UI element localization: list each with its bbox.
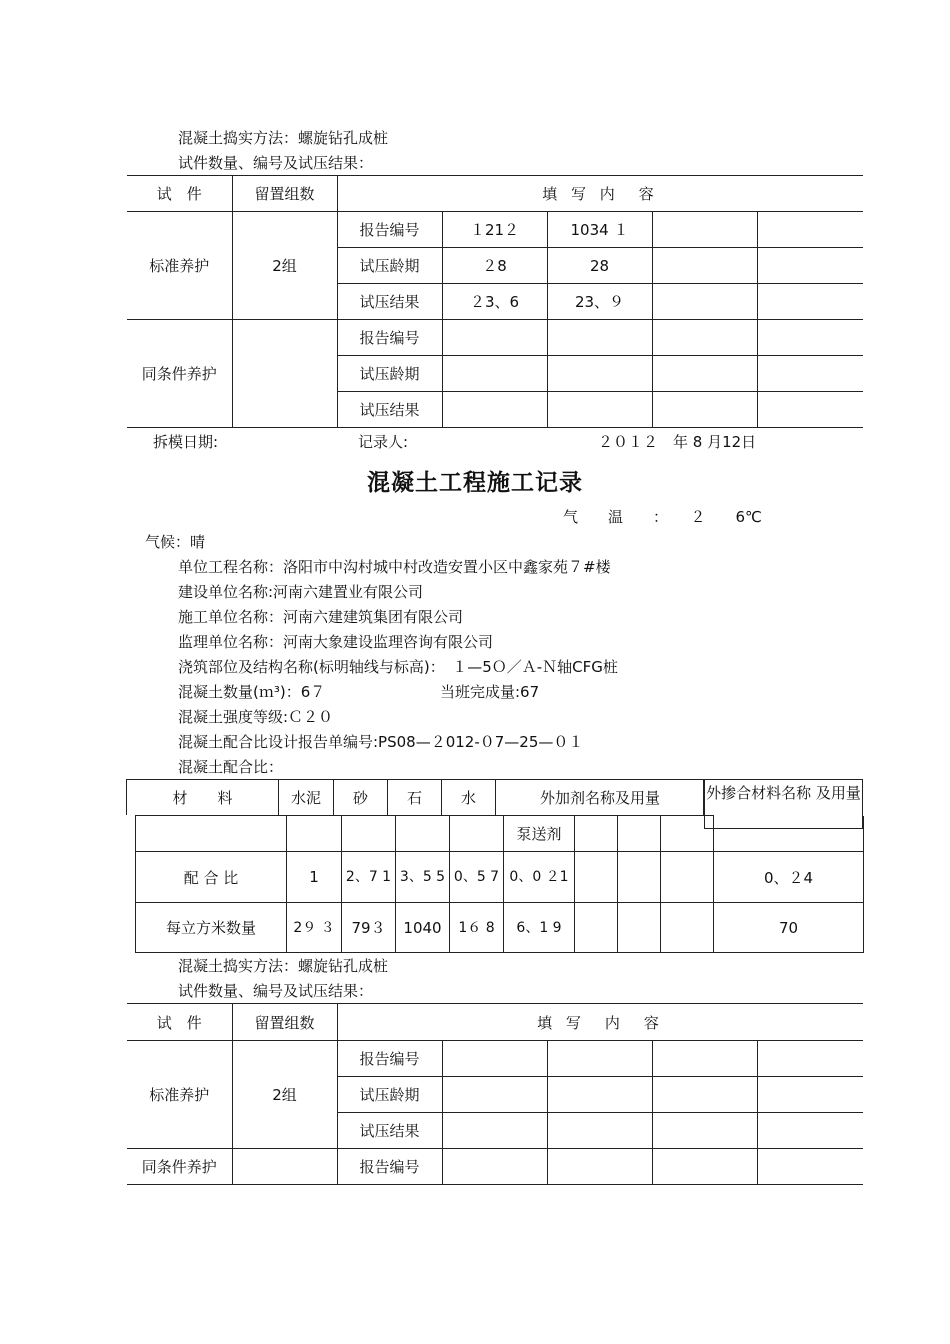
admixture-name: 泵送剂 bbox=[504, 816, 575, 852]
mix-header-water: 水 bbox=[442, 780, 496, 816]
empty-cell bbox=[652, 392, 757, 428]
empty-cell bbox=[757, 1041, 863, 1077]
row-result-label: 试压结果 bbox=[337, 284, 442, 320]
contractor-unit: 施工单位名称：河南六建建筑集团有限公司 bbox=[178, 608, 464, 626]
empty-cell bbox=[757, 1149, 863, 1185]
same-curing-label: 同条件养护 bbox=[127, 320, 232, 428]
row-report-label: 报告编号 bbox=[337, 212, 442, 248]
mix-report-number: 混凝土配合比设计报告单编号:PS08—２012-０7—25—０１ bbox=[178, 733, 584, 751]
per-m3-label: 每立方米数量 bbox=[136, 903, 287, 953]
empty-cell bbox=[575, 852, 618, 903]
per-m3-admixture: 6、1 9 bbox=[504, 903, 575, 953]
empty-cell bbox=[618, 816, 661, 852]
standard-groups: 2组 bbox=[232, 1041, 337, 1149]
empty-cell bbox=[442, 1113, 547, 1149]
same-groups bbox=[232, 320, 337, 428]
empty-cell bbox=[342, 816, 396, 852]
empty-cell bbox=[547, 320, 652, 356]
empty-cell bbox=[714, 816, 864, 852]
compaction-method: 混凝土捣实方法：螺旋钻孔成桩 bbox=[178, 129, 389, 147]
empty-cell bbox=[547, 1077, 652, 1113]
empty-cell bbox=[757, 1077, 863, 1113]
empty-cell bbox=[396, 816, 450, 852]
ratio-water: 0、5 7 bbox=[450, 852, 504, 903]
recorder-label: 记录人: bbox=[358, 433, 409, 451]
same-groups bbox=[232, 1149, 337, 1185]
empty-cell bbox=[661, 816, 714, 852]
mix-heading: 混凝土配合比： bbox=[178, 758, 284, 776]
empty-cell bbox=[442, 1077, 547, 1113]
page-title: 混凝土工程施工记录 bbox=[367, 470, 583, 496]
report-value: １21２ bbox=[442, 212, 547, 248]
empty-cell bbox=[136, 816, 287, 852]
result-value: ２3、6 bbox=[442, 284, 547, 320]
demold-date-label: 拆模日期: bbox=[153, 433, 219, 451]
compaction-method: 混凝土捣实方法：螺旋钻孔成桩 bbox=[178, 957, 389, 975]
ratio-cement: 1 bbox=[287, 852, 342, 903]
col-groups: 留置组数 bbox=[232, 1004, 337, 1041]
empty-cell bbox=[652, 284, 757, 320]
standard-curing-label: 标准养护 bbox=[127, 1041, 232, 1149]
col-fill-content: 填 写 内 容 bbox=[337, 176, 863, 212]
empty-cell bbox=[757, 284, 863, 320]
empty-cell bbox=[547, 1113, 652, 1149]
strength-grade: 混凝土强度等级:Ｃ２０ bbox=[178, 708, 334, 726]
col-specimen: 试 件 bbox=[127, 176, 232, 212]
row-report-label: 报告编号 bbox=[337, 1041, 442, 1077]
empty-cell bbox=[442, 392, 547, 428]
empty-cell bbox=[652, 1041, 757, 1077]
empty-cell bbox=[547, 392, 652, 428]
empty-cell bbox=[442, 1041, 547, 1077]
shift-completed: 当班完成量:67 bbox=[440, 683, 540, 701]
per-m3-water: 1６ 8 bbox=[450, 903, 504, 953]
record-date: ２０１２ 年 8 月12日 bbox=[598, 433, 757, 451]
col-groups: 留置组数 bbox=[232, 176, 337, 212]
ratio-stone: 3、5 5 bbox=[396, 852, 450, 903]
mix-header-extra: 外掺合材料名称 及用量 bbox=[704, 779, 863, 829]
empty-cell bbox=[757, 212, 863, 248]
supervisor-unit: 监理单位名称：河南大象建设监理咨询有限公司 bbox=[178, 633, 494, 651]
row-age-label: 试压龄期 bbox=[337, 1077, 442, 1113]
empty-cell bbox=[652, 320, 757, 356]
weather: 气候：晴 bbox=[145, 533, 206, 551]
empty-cell bbox=[757, 1113, 863, 1149]
empty-cell bbox=[661, 903, 714, 953]
empty-cell bbox=[652, 1113, 757, 1149]
empty-cell bbox=[652, 356, 757, 392]
per-m3-stone: 1040 bbox=[396, 903, 450, 953]
empty-cell bbox=[661, 852, 714, 903]
ratio-sand: 2、7 1 bbox=[342, 852, 396, 903]
empty-cell bbox=[652, 1149, 757, 1185]
same-curing-label: 同条件养护 bbox=[127, 1149, 232, 1185]
empty-cell bbox=[757, 248, 863, 284]
mix-header-stone: 石 bbox=[388, 780, 442, 816]
mix-ratio-table bbox=[135, 815, 864, 953]
empty-cell bbox=[450, 816, 504, 852]
result-value: 23、９ bbox=[547, 284, 652, 320]
ratio-admixture: 0、0 ２1 bbox=[504, 852, 575, 903]
empty-cell bbox=[757, 320, 863, 356]
row-report-label: 报告编号 bbox=[337, 320, 442, 356]
empty-cell bbox=[442, 1149, 547, 1185]
per-m3-extra: 70 bbox=[714, 903, 864, 953]
row-result-label: 试压结果 bbox=[337, 392, 442, 428]
empty-cell bbox=[547, 356, 652, 392]
age-value: 28 bbox=[547, 248, 652, 284]
construction-unit: 建设单位名称:河南六建置业有限公司 bbox=[178, 583, 424, 601]
specimen-heading: 试件数量、编号及试压结果： bbox=[178, 154, 374, 172]
mix-header-sand: 砂 bbox=[334, 780, 388, 816]
unit-project-name: 单位工程名称：洛阳市中沟村城中村改造安置小区中鑫家苑７#楼 bbox=[178, 558, 611, 576]
empty-cell bbox=[287, 816, 342, 852]
empty-cell bbox=[575, 903, 618, 953]
mix-header-material: 材 料 bbox=[127, 780, 279, 816]
empty-cell bbox=[652, 1077, 757, 1113]
age-value: ２8 bbox=[442, 248, 547, 284]
empty-cell bbox=[757, 356, 863, 392]
empty-cell bbox=[652, 248, 757, 284]
mix-header-row bbox=[126, 779, 704, 815]
per-m3-sand: 79３ bbox=[342, 903, 396, 953]
empty-cell bbox=[547, 1041, 652, 1077]
pour-location: 浇筑部位及结构名称(标明轴线与标高)： １—5Ｏ／Ａ-Ｎ轴CFG桩 bbox=[178, 658, 618, 676]
empty-cell bbox=[547, 1149, 652, 1185]
mix-header-cement: 水泥 bbox=[279, 780, 334, 816]
empty-cell bbox=[618, 903, 661, 953]
empty-cell bbox=[618, 852, 661, 903]
per-m3-cement: 2９ ３ bbox=[287, 903, 342, 953]
ratio-extra: 0、２4 bbox=[714, 852, 864, 903]
col-specimen: 试 件 bbox=[127, 1004, 232, 1041]
row-age-label: 试压龄期 bbox=[337, 356, 442, 392]
standard-groups: 2组 bbox=[232, 212, 337, 320]
specimen-heading: 试件数量、编号及试压结果： bbox=[178, 982, 374, 1000]
standard-curing-label: 标准养护 bbox=[127, 212, 232, 320]
empty-cell bbox=[757, 392, 863, 428]
col-fill-content: 填 写 内 容 bbox=[337, 1004, 863, 1041]
row-report-label: 报告编号 bbox=[337, 1149, 442, 1185]
specimen-table-top bbox=[127, 175, 863, 428]
temperature: 气 温 ： ２ 6℃ bbox=[563, 508, 762, 526]
row-result-label: 试压结果 bbox=[337, 1113, 442, 1149]
mix-header-admixture: 外加剂名称及用量 bbox=[539, 789, 660, 807]
row-age-label: 试压龄期 bbox=[337, 248, 442, 284]
concrete-quantity: 混凝土数量(ｍ³)：6７ bbox=[178, 683, 326, 701]
ratio-label: 配 合 比 bbox=[136, 852, 287, 903]
empty-cell bbox=[575, 816, 618, 852]
empty-cell bbox=[652, 212, 757, 248]
empty-cell bbox=[442, 320, 547, 356]
report-value: 1034 １ bbox=[547, 212, 652, 248]
empty-cell bbox=[442, 356, 547, 392]
specimen-table-bottom bbox=[127, 1003, 863, 1185]
